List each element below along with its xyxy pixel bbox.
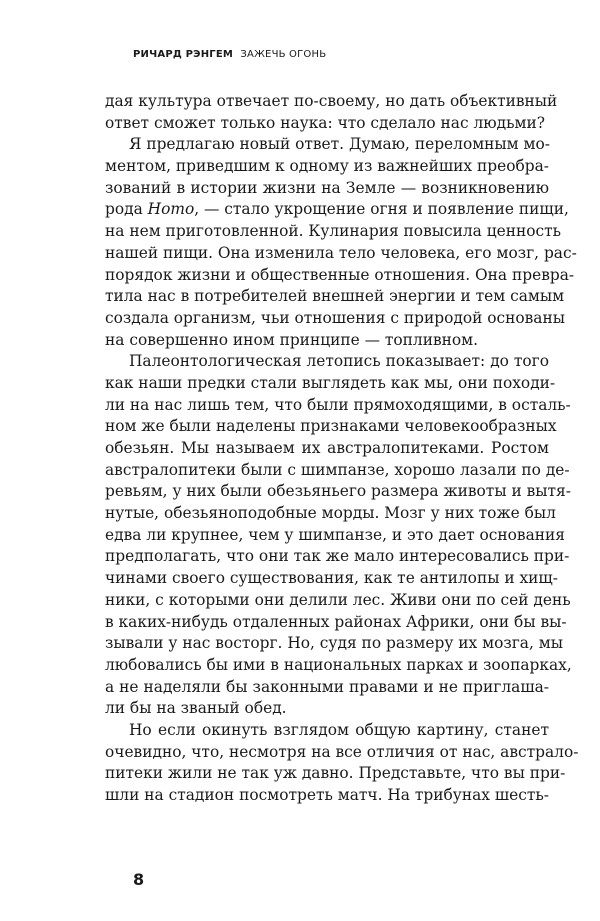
text-line: очевидно, что, несмотря на все отличия от нас, австрало-: [105, 742, 579, 761]
homo-prefix: рода: [105, 200, 148, 219]
homo-suffix: , — стало укрощение огня и появление пищи,: [194, 200, 569, 219]
text-line: Палеонтологическая летопись показывает: до того: [129, 352, 549, 371]
text-line: нутые, обезьяноподобные морды. Мозг у них тоже был: [105, 504, 556, 523]
text-line: австралопитеки были с шимпанзе, хорошо лазали по де-: [105, 460, 570, 479]
homo-genus: Homo: [147, 200, 195, 219]
text-line: Но если окинуть взглядом общую картину, станет: [129, 720, 549, 739]
text-line: ли на нас лишь тем, что были прямоходящими, в осталь-: [105, 395, 571, 414]
text-line-homo: [105, 199, 569, 221]
text-line: зывали у нас восторг. Но, судя по размеру их мозга, мы: [105, 634, 563, 653]
text-line: ревьям, у них были обезьяньего размера животы и вытя-: [105, 482, 571, 501]
page-number: 8: [133, 870, 145, 889]
text-line: чинами своего существования, как те антилопы и хищ-: [105, 569, 558, 588]
text-line: порядок жизни и общественные отношения. Она превра-: [105, 265, 575, 284]
text-line: тила нас в потребителей внешней энергии и тем самым: [105, 287, 565, 306]
text-line: как наши предки стали выглядеть как мы, они походи-: [105, 373, 556, 392]
body-text: [105, 91, 579, 807]
text-line: в каких-нибудь отдаленных районах Африки, они бы вы-: [105, 612, 567, 631]
text-line: зований в истории жизни на Земле — возникновению: [105, 178, 549, 197]
text-line: ли бы на званый обед.: [105, 699, 287, 718]
text-line: ном же были наделены признаками человекообразных: [105, 417, 557, 436]
text-line: нашей пищи. Она изменила тело человека, его мозг, рас-: [105, 243, 577, 262]
running-head-title: ЗАЖЕЧЬ ОГОНЬ: [240, 49, 327, 60]
text-line: предполагать, что они так же мало интересовались при-: [105, 547, 570, 566]
text-line: питеки жили не так уж давно. Представьте, что вы при-: [105, 764, 566, 783]
text-line: обезьян. Мы называем их австралопитеками. Ростом: [105, 439, 549, 457]
text-line: любовались бы ими в национальных парках и зоопарках,: [105, 655, 572, 674]
running-head-author: РИЧАРД РЭНГЕМ: [133, 49, 234, 60]
running-head: [133, 49, 326, 60]
text-line: дая культура отвечает по-своему, но дать объективный: [105, 92, 558, 110]
text-line: на совершенно ином принципе — топливном.: [105, 330, 479, 349]
text-line: Я предлагаю новый ответ. Думаю, переломным мо-: [129, 135, 550, 154]
text-line: ментом, приведшим к одному из важнейших преобра-: [105, 157, 549, 176]
text-line: едва ли крупнее, чем у шимпанзе, и это дает основания: [105, 525, 565, 544]
text-line: ники, с которыми они делили лес. Живи они по сей день: [105, 590, 571, 609]
text-line: на нем приготовленной. Кулинария повысила ценность: [105, 222, 562, 241]
text-line: шли на стадион посмотреть матч. На трибунах шесть-: [105, 786, 549, 804]
text-line: а не наделяли бы законными правами и не приглаша-: [105, 677, 549, 696]
text-line: ответ сможет только наука: что сделало нас людьми?: [105, 113, 545, 132]
text-line: создала организм, чьи отношения с природой основаны: [105, 308, 565, 327]
